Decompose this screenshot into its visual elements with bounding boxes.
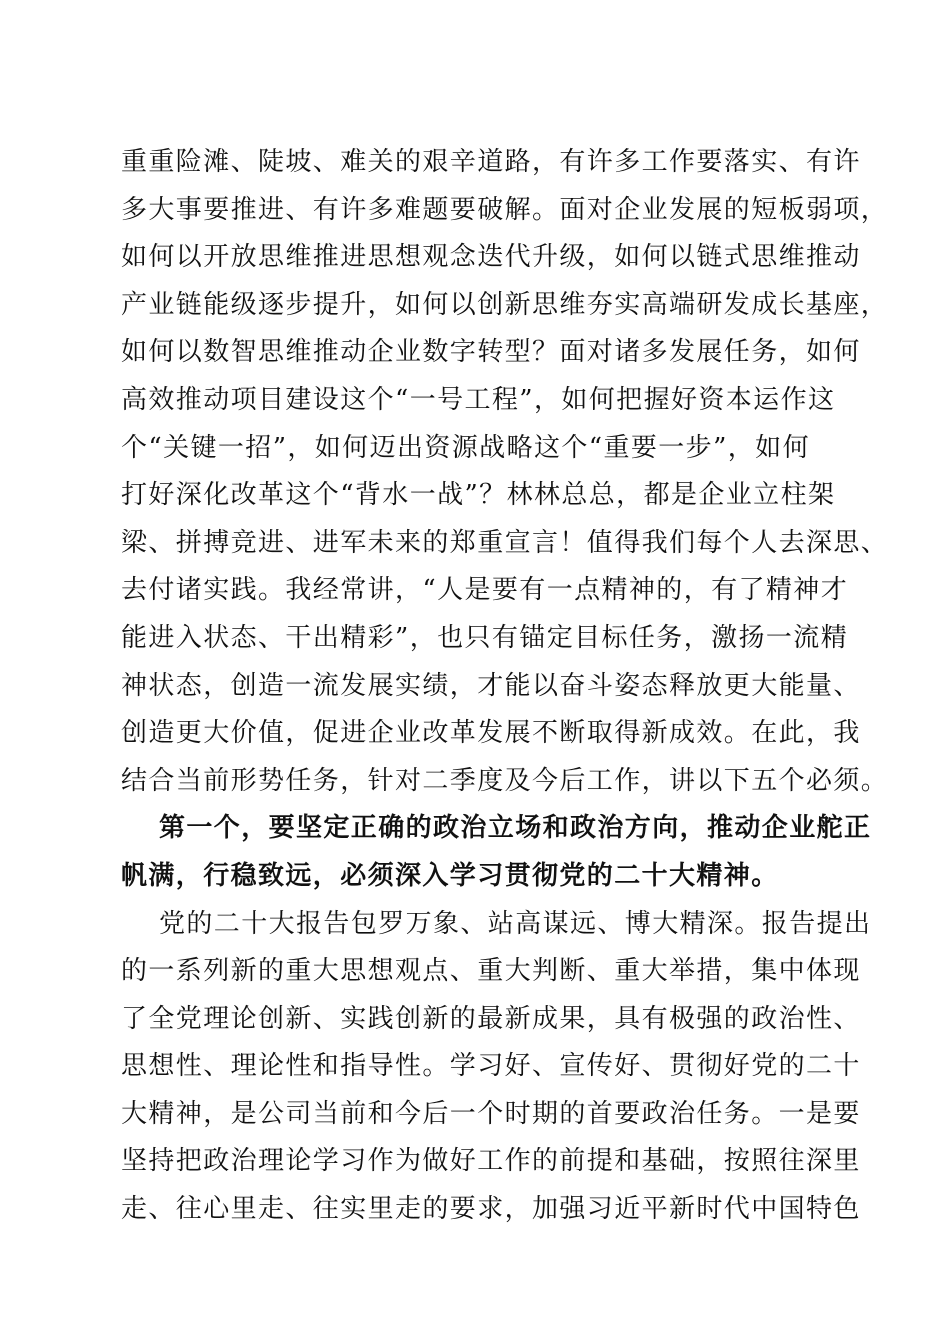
paragraph-line: 创造更大价值，促进企业改革发展不断取得新成效。在此，我 <box>121 718 861 749</box>
paragraph-line: 去付诸实践。我经常讲，“人是要有一点精神的，有了精神才 <box>121 575 849 606</box>
paragraph-line: 神状态，创造一流发展实绩，才能以奋斗姿态释放更大能量、 <box>121 670 861 701</box>
paragraph-line: 梁、拼搏竞进、进军未来的郑重宣言！值得我们每个人去深思、 <box>121 527 889 558</box>
paragraph-line: 了全党理论创新、实践创新的最新成果，具有极强的政治性、 <box>121 1003 861 1034</box>
paragraph-line: 走、往心里走、往实里走的要求，加强习近平新时代中国特色 <box>121 1194 861 1225</box>
paragraph-line: 重重险滩、陡坡、难关的艰辛道路，有许多工作要落实、有许 <box>121 147 861 177</box>
paragraph-line: 的一系列新的重大思想观点、重大判断、重大举措，集中体现 <box>121 956 861 987</box>
section-heading <box>121 805 872 900</box>
paragraph-line: 坚持把政治理论学习作为做好工作的前提和基础，按照往深里 <box>121 1146 861 1177</box>
paragraph-line: 个“关键一招”，如何迈出资源战略这个“重要一步”，如何 <box>121 432 810 463</box>
paragraph-line: 如何以数智思维推动企业数字转型？面对诸多发展任务，如何 <box>121 337 861 368</box>
paragraph-line: 党的二十大报告包罗万象、站高谋远、博大精深。报告提出 <box>159 908 872 939</box>
paragraph-line: 结合当前形势任务，针对二季度及今后工作，讲以下五个必须。 <box>121 765 889 796</box>
paragraph-line: 多大事要推进、有许多难题要破解。面对企业发展的短板弱项， <box>121 194 889 225</box>
document-body <box>121 139 889 1234</box>
paragraph-line: 产业链能级逐步提升，如何以创新思维夯实高端研发成长基座， <box>121 289 889 320</box>
paragraph-line: 如何以开放思维推进思想观念迭代升级，如何以链式思维推动 <box>121 242 861 273</box>
paragraph-line: 高效推动项目建设这个“一号工程”，如何把握好资本运作这 <box>121 384 836 415</box>
paragraph-line: 能进入状态、干出精彩”，也只有锚定目标任务，激扬一流精 <box>121 622 849 653</box>
paragraph-intro <box>121 139 889 805</box>
paragraph-line: 打好深化改革这个“背水一战”？林林总总，都是企业立柱架 <box>121 480 836 511</box>
heading-line: 第一个，要坚定正确的政治立场和政治方向，推动企业舵正 <box>159 813 872 844</box>
paragraph-line: 大精神，是公司当前和今后一个时期的首要政治任务。一是要 <box>121 1098 861 1129</box>
paragraph-body <box>121 901 872 1234</box>
heading-line: 帆满，行稳致远，必须深入学习贯彻党的二十大精神。 <box>121 860 779 891</box>
paragraph-line: 思想性、理论性和指导性。学习好、宣传好、贯彻好党的二十 <box>121 1051 861 1082</box>
